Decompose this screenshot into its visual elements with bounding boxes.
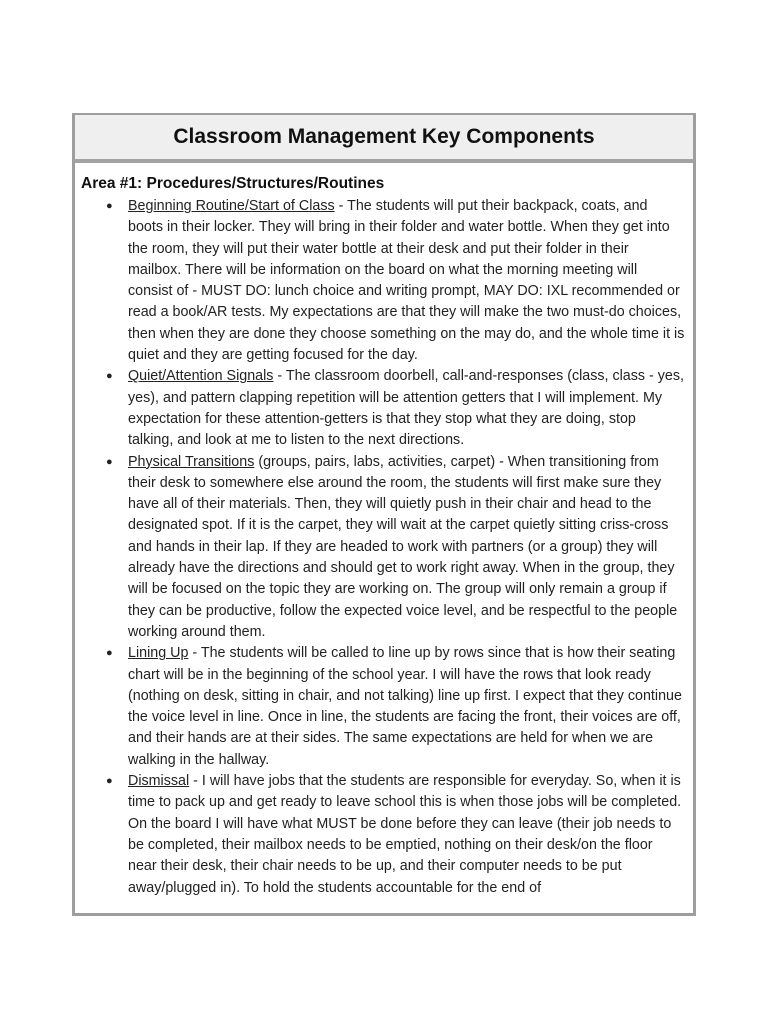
item-term: Physical Transitions [128, 453, 255, 470]
bullet-list [81, 196, 685, 899]
list-item-dismissal [81, 771, 685, 899]
item-text: - I will have jobs that the students are responsible for everyday. So, when it is time to pack up and get ready to leave school this is when those jobs will be completed. On the board I will have what MUST be done before they can leave (their job needs to be completed, their mailbox needs to be emptied, nothing on their desk/on the floor near their desk, their chair needs to be up, and their computer needs to be put away/plugged in). To hold the students accountable for the end of [128, 773, 682, 896]
item-term: Lining Up [128, 645, 189, 662]
bullet-icon: ● [106, 647, 113, 660]
item-text: - The students will be called to line up by rows since that is how their seating chart will be in the beginning of the school year. I will have the rows that look ready (nothing on desk, sitting in chair, and not talking) line up first. I expect that they continue the voice level in line. Once in line, the students are facing the front, their voices are off, and their hands are at their sides. The same expectations are held for when we are walking in the hallway. [128, 645, 682, 768]
item-text: - The students will put their backpack, coats, and boots in their locker. They will bring in their folder and water bottle. When they get into the room, they will put their water bottle at their desk and put their folder in their mailbox. There will be information on the board on what the morning meeting will consist of - MUST DO: lunch choice and writing prompt, MAY DO: IXL recommended or read a book/AR tests. My expectations are that they will make the two must-do choices, then when they are done they choose something on the may do, and the whole time it is quiet and they are getting focused for the day. [128, 198, 685, 364]
list-item-beginning-routine [81, 196, 685, 366]
bullet-icon: ● [106, 370, 113, 383]
bullet-icon: ● [106, 200, 113, 212]
document-table [72, 113, 696, 916]
list-item-lining-up [81, 643, 685, 771]
bullet-icon: ● [106, 455, 113, 468]
list-item-physical-transitions [81, 452, 685, 644]
item-term: Beginning Routine/Start of Class [128, 198, 335, 214]
item-text: - The classroom doorbell, call-and-responses (class, class - yes, yes), and pattern clapping repetition will be attention getters that I will implement. My expectation for these attention-getters is that they stop what they are doing, stop talking, and look at me to listen to the next directions. [128, 368, 684, 449]
content-cell [75, 163, 693, 899]
area-heading: Area #1: Procedures/Structures/Routines [81, 175, 385, 192]
item-term: Quiet/Attention Signals [128, 368, 274, 385]
item-term: Dismissal [128, 773, 190, 790]
bullet-icon: ● [106, 775, 113, 788]
list-item-attention-signals [81, 366, 685, 451]
item-text: (groups, pairs, labs, activities, carpet) - When transitioning from their desk to somewhere else around the room, the students will first make sure they have all of their materials. Then, they will quietly push in their chair and head to the designated spot. If it is the carpet, they will wait at the carpet quietly sitting criss-cross and hands in their lap. If they are headed to work with partners (or a group) they will already have the directions and should get to work right away. When in the group, they will be focused on the topic they are working on. The group will only remain a group if they can be productive, follow the expected voice level, and be respectful to the people working around them. [128, 453, 678, 640]
page-title: Classroom Management Key Components [75, 115, 693, 163]
